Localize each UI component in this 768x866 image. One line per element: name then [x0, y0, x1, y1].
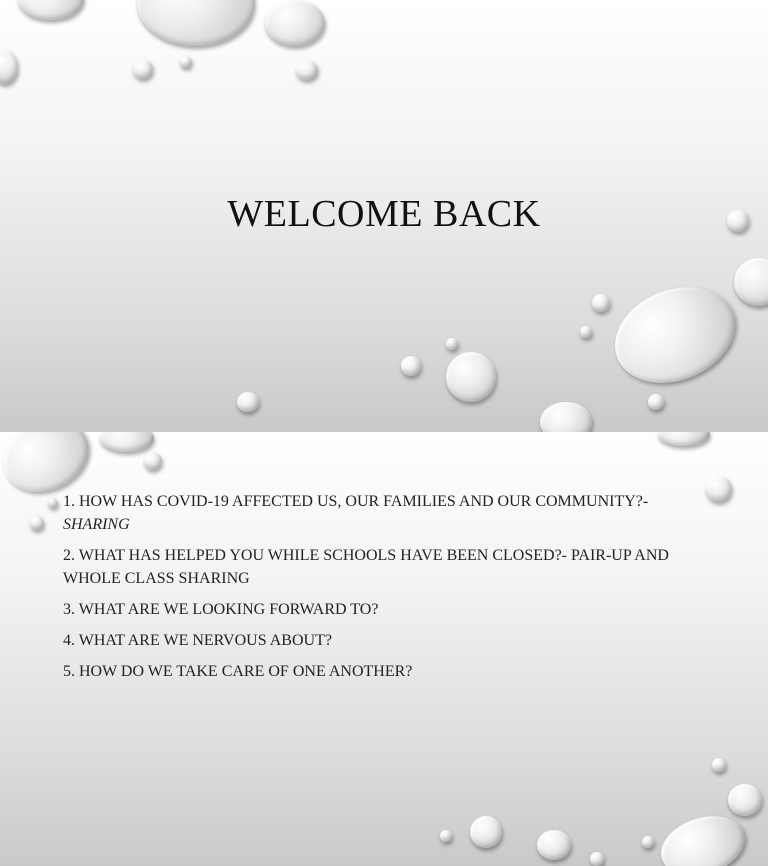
water-drop-decoration: [296, 60, 318, 80]
water-drop-decoration: [137, 0, 255, 46]
water-drop-decoration: [540, 402, 592, 432]
water-drop-decoration: [728, 784, 762, 816]
water-drop-decoration: [0, 50, 18, 84]
water-drop-decoration: [706, 476, 732, 502]
list-item: [63, 660, 693, 683]
water-drop-decoration: [48, 498, 58, 508]
water-drop-decoration: [590, 852, 604, 866]
water-drop-decoration: [144, 452, 162, 470]
water-drop-decoration: [658, 432, 710, 446]
water-drop-decoration: [642, 836, 654, 848]
water-drop-decoration: [440, 830, 452, 842]
list-item: [63, 544, 693, 590]
water-drop-decoration: [648, 394, 664, 410]
water-drop-decoration: [30, 516, 44, 530]
question-emphasis: SHARING: [63, 516, 130, 533]
water-drop-decoration: [653, 806, 752, 866]
list-item: [63, 629, 693, 652]
list-item: [63, 598, 693, 621]
question-text: 4. WHAT ARE WE NERVOUS ABOUT?: [63, 632, 332, 649]
water-drop-decoration: [133, 59, 153, 79]
water-drop-decoration: [470, 816, 502, 848]
question-list: [63, 490, 693, 691]
water-drop-decoration: [592, 294, 610, 312]
slide-1[interactable]: [0, 0, 768, 432]
water-drop-decoration: [446, 352, 496, 402]
water-drop-decoration: [100, 432, 154, 452]
water-drop-decoration: [18, 0, 84, 20]
water-drop-decoration: [601, 270, 750, 400]
question-text: 3. WHAT ARE WE LOOKING FORWARD TO?: [63, 601, 379, 618]
slide-title: WELCOME BACK: [227, 193, 541, 235]
slide-2[interactable]: [0, 432, 768, 866]
water-drop-decoration: [237, 392, 259, 412]
list-item: [63, 490, 693, 536]
question-text: 2. WHAT HAS HELPED YOU WHILE SCHOOLS HAVE BEEN CLOSED?- PAIR-UP AND WHOLE CLASS SHARING: [63, 547, 669, 587]
question-text: 1. HOW HAS COVID-19 AFFECTED US, OUR FAMILIES AND OUR COMMUNITY?-: [63, 493, 649, 510]
question-text: 5. HOW DO WE TAKE CARE OF ONE ANOTHER?: [63, 663, 413, 680]
water-drop-decoration: [580, 326, 592, 338]
water-drop-decoration: [734, 258, 768, 306]
water-drop-decoration: [446, 338, 458, 350]
water-drop-decoration: [180, 56, 192, 68]
water-drop-decoration: [537, 830, 571, 860]
water-drop-decoration: [401, 356, 421, 376]
water-drop-decoration: [265, 0, 325, 46]
water-drop-decoration: [712, 758, 726, 772]
